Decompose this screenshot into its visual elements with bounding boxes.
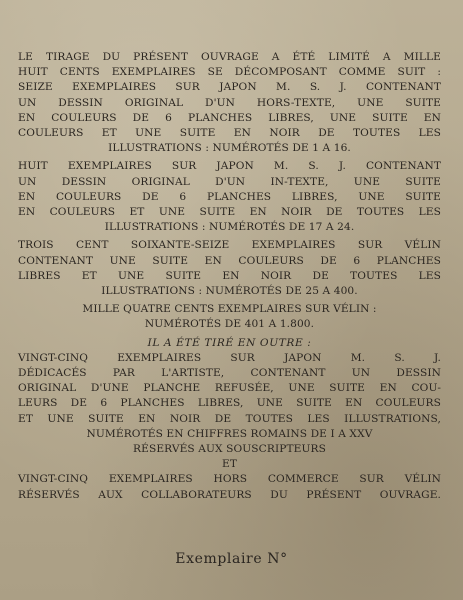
text-line: VINGT-CINQ EXEMPLAIRES HORS COMMERCE SUR VÉLIN (18, 473, 441, 486)
paragraph-tire-en-outre (18, 336, 441, 351)
text-line: IL A ÉTÉ TIRÉ EN OUTRE : (147, 336, 312, 349)
paragraph-velin-suite (18, 238, 441, 299)
paragraph-edition-total (18, 50, 441, 156)
text-line: HUIT CENTS EXEMPLAIRES SE DÉCOMPOSANT COMME SUIT : (18, 66, 441, 79)
text-line: EN COULEURS DE 6 PLANCHES LIBRES, UNE SUITE (18, 190, 441, 203)
text-line: UN DESSIN ORIGINAL D'UN HORS-TEXTE, UNE SUITE (18, 96, 441, 109)
text-line: VINGT-CINQ EXEMPLAIRES SUR JAPON M. S. J. (18, 351, 441, 364)
text-line: DÉDICACÉS PAR L'ARTISTE, CONTENANT UN DESSIN (18, 367, 441, 380)
text-line: EN COULEURS ET UNE SUITE EN NOIR DE TOUTES LES (18, 206, 441, 219)
paragraph-velin-ordinary (18, 302, 441, 332)
text-line: ET (222, 458, 237, 471)
text-line: ILLUSTRATIONS : NUMÉROTÉS DE 17 A 24. (104, 221, 355, 234)
text-line: LE TIRAGE DU PRÉSENT OUVRAGE A ÉTÉ LIMITÉ A MILLE (18, 51, 441, 63)
text-line: NUMÉROTÉS EN CHIFFRES ROMAINS DE I A XXV (86, 427, 373, 440)
text-line: ORIGINAL D'UNE PLANCHE REFUSÉE, UNE SUITE EN COU- (18, 382, 441, 395)
paragraph-et (18, 457, 441, 472)
text-line: TROIS CENT SOIXANTE-SEIZE EXEMPLAIRES SUR VÉLIN (18, 239, 441, 252)
text-line: MILLE QUATRE CENTS EXEMPLAIRES SUR VÉLIN : (82, 303, 377, 316)
text-line: NUMÉROTÉS DE 401 A 1.800. (144, 318, 315, 331)
paragraph-japon-dedicaces (18, 351, 441, 457)
text-line: HUIT EXEMPLAIRES SUR JAPON M. S. J. CONTENANT (18, 160, 441, 173)
paragraph-japon-in-texte (18, 159, 441, 235)
text-line: RÉSERVÉS AUX COLLABORATEURS DU PRÉSENT OUVRAGE. (18, 488, 441, 501)
text-line: CONTENANT UNE SUITE EN COULEURS DE 6 PLANCHES (18, 254, 441, 267)
text-line: LIBRES ET UNE SUITE EN NOIR DE TOUTES LES (18, 269, 441, 282)
text-line: LEURS DE 6 PLANCHES LIBRES, UNE SUITE EN COULEURS (18, 397, 441, 410)
exemplaire-number-label: Exemplaire N° (175, 551, 288, 567)
paragraph-hors-commerce (18, 472, 441, 502)
text-line: ILLUSTRATIONS : NUMÉROTÉS DE 25 A 400. (101, 285, 358, 298)
text-line: EN COULEURS DE 6 PLANCHES LIBRES, UNE SUITE EN (18, 111, 441, 124)
text-line: ILLUSTRATIONS : NUMÉROTÉS DE 1 A 16. (108, 142, 351, 155)
text-line: UN DESSIN ORIGINAL D'UN IN-TEXTE, UNE SUITE (18, 175, 441, 188)
text-line: SEIZE EXEMPLAIRES SUR JAPON M. S. J. CONTENANT (18, 81, 441, 94)
text-line: ET UNE SUITE EN NOIR DE TOUTES LES ILLUSTRATIONS, (18, 412, 441, 425)
text-line: RÉSERVÉS AUX SOUSCRIPTEURS (133, 443, 326, 456)
text-line: COULEURS ET UNE SUITE EN NOIR DE TOUTES LES (18, 127, 441, 140)
